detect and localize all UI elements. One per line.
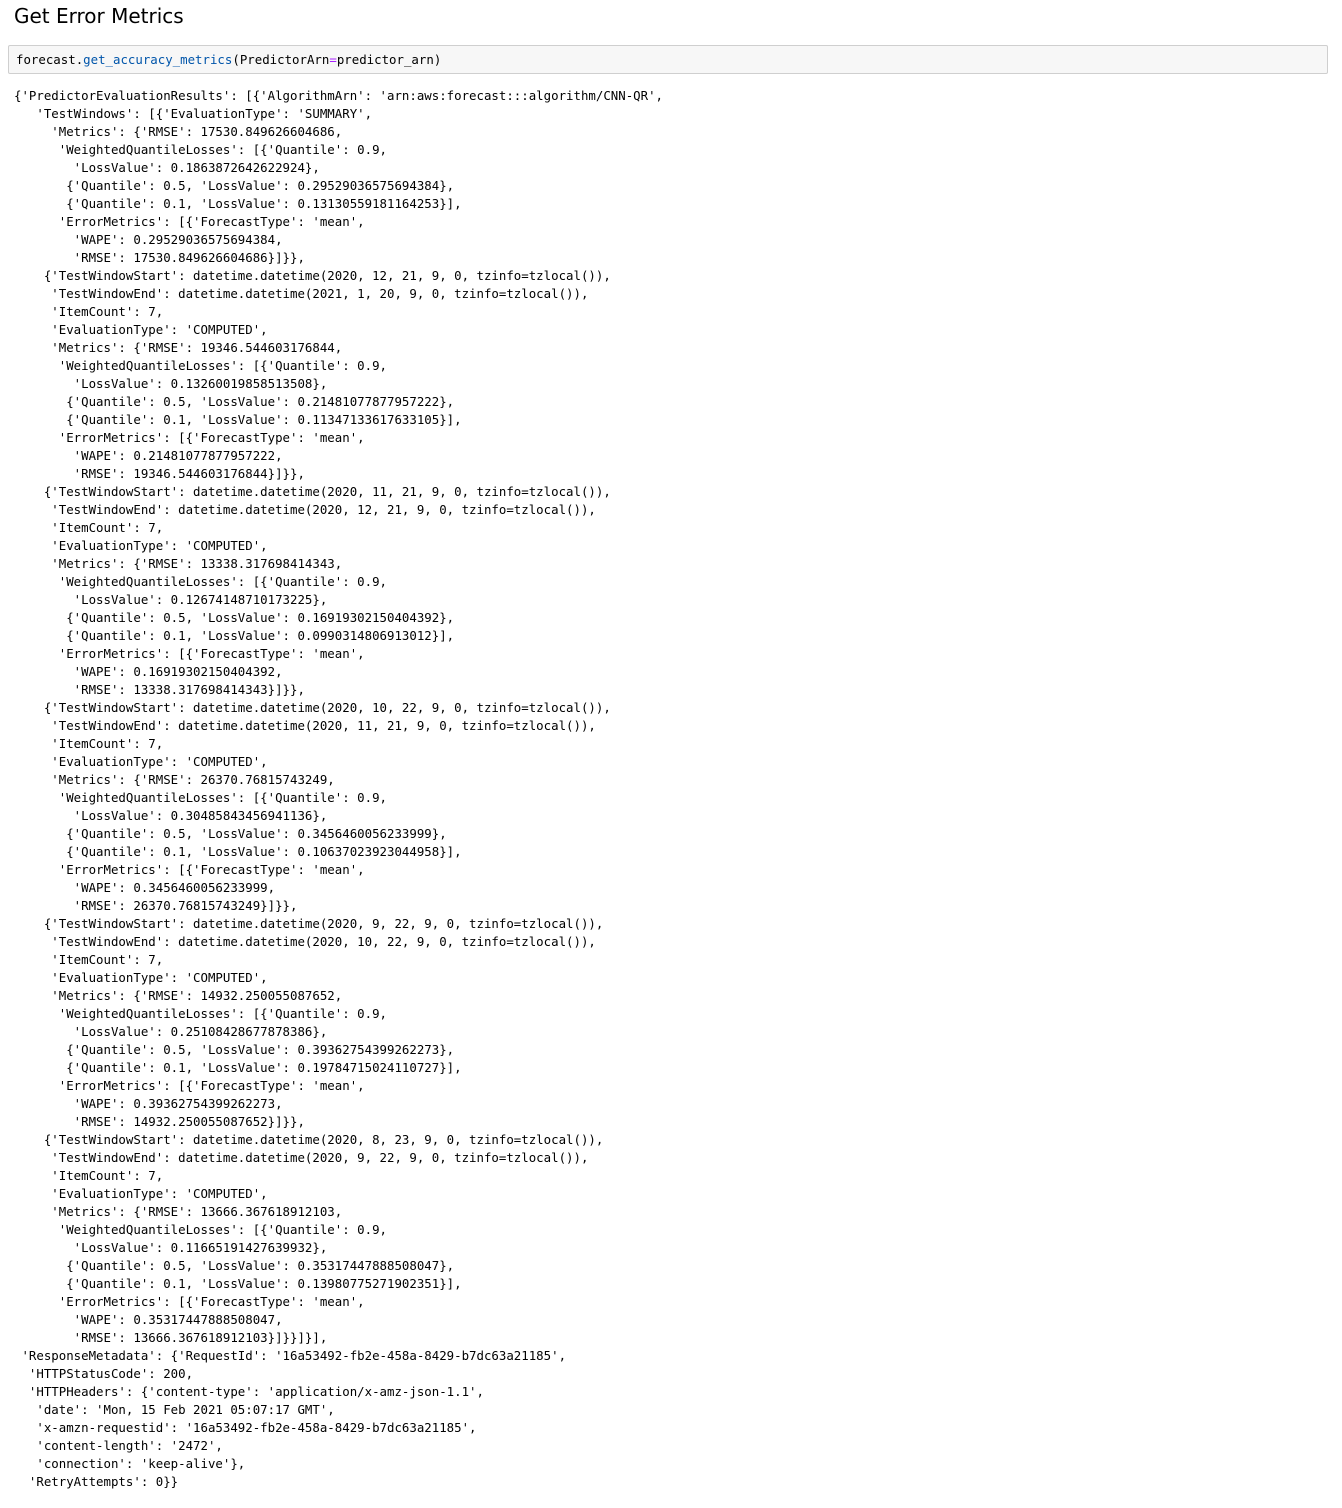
output-line: 'ItemCount': 7, (14, 520, 164, 535)
output-line: 'ItemCount': 7, (14, 304, 164, 319)
output-line: 'Metrics': {'RMSE': 26370.76815743249, (14, 772, 335, 787)
output-line: 'TestWindows': [{'EvaluationType': 'SUMMARY', (14, 106, 373, 121)
output-line: 'ErrorMetrics': [{'ForecastType': 'mean', (14, 1078, 365, 1093)
output-line: {'Quantile': 0.5, 'LossValue': 0.21481077877957222}, (14, 394, 455, 409)
output-line: 'ErrorMetrics': [{'ForecastType': 'mean', (14, 862, 365, 877)
output-line: 'ResponseMetadata': {'RequestId': '16a53492-fb2e-458a-8429-b7dc63a21185', (14, 1348, 567, 1363)
output-line: 'WAPE': 0.3456460056233999, (14, 880, 276, 895)
output-line: 'WAPE': 0.35317447888508047, (14, 1312, 283, 1327)
output-line: {'TestWindowStart': datetime.datetime(2020, 9, 22, 9, 0, tzinfo=tzlocal()), (14, 916, 604, 931)
output-line: 'ItemCount': 7, (14, 736, 164, 751)
output-line: {'Quantile': 0.1, 'LossValue': 0.10637023923044958}], (14, 844, 462, 859)
output-line: 'connection': 'keep-alive'}, (14, 1456, 246, 1471)
output-line: 'EvaluationType': 'COMPUTED', (14, 754, 268, 769)
output-line: 'LossValue': 0.12674148710173225}, (14, 592, 328, 607)
output-line: 'ErrorMetrics': [{'ForecastType': 'mean', (14, 1294, 365, 1309)
output-line: 'ErrorMetrics': [{'ForecastType': 'mean', (14, 646, 365, 661)
output-line: {'Quantile': 0.1, 'LossValue': 0.19784715024110727}], (14, 1060, 462, 1075)
output-line: {'Quantile': 0.5, 'LossValue': 0.16919302150404392}, (14, 610, 455, 625)
output-line: {'Quantile': 0.1, 'LossValue': 0.11347133617633105}], (14, 412, 462, 427)
output-line: 'TestWindowEnd': datetime.datetime(2020, 12, 21, 9, 0, tzinfo=tzlocal()), (14, 502, 596, 517)
output-line: 'LossValue': 0.11665191427639932}, (14, 1240, 328, 1255)
output-line: {'Quantile': 0.1, 'LossValue': 0.0990314806913012}], (14, 628, 455, 643)
output-line: 'HTTPStatusCode': 200, (14, 1366, 194, 1381)
output-line: 'RMSE': 14932.250055087652}]}}, (14, 1114, 305, 1129)
output-line: {'Quantile': 0.1, 'LossValue': 0.13980775271902351}], (14, 1276, 462, 1291)
code-method: get_accuracy_metrics (83, 52, 233, 67)
output-line: 'EvaluationType': 'COMPUTED', (14, 322, 268, 337)
output-line: 'RetryAttempts': 0}} (14, 1474, 179, 1489)
output-line: 'ItemCount': 7, (14, 1168, 164, 1183)
code-object: forecast (16, 52, 76, 67)
output-line: 'LossValue': 0.13260019858513508}, (14, 376, 328, 391)
output-line: 'x-amzn-requestid': '16a53492-fb2e-458a-8429-b7dc63a21185', (14, 1420, 477, 1435)
output-line: {'Quantile': 0.5, 'LossValue': 0.35317447888508047}, (14, 1258, 455, 1273)
output-line: 'Metrics': {'RMSE': 13338.317698414343, (14, 556, 343, 571)
output-line: 'RMSE': 13338.317698414343}]}}, (14, 682, 305, 697)
output-line: {'TestWindowStart': datetime.datetime(2020, 10, 22, 9, 0, tzinfo=tzlocal()), (14, 700, 611, 715)
section-heading: Get Error Metrics (14, 4, 184, 28)
output-line: 'ErrorMetrics': [{'ForecastType': 'mean', (14, 430, 365, 445)
output-line: {'Quantile': 0.5, 'LossValue': 0.3456460056233999}, (14, 826, 447, 841)
output-line: {'PredictorEvaluationResults': [{'AlgorithmArn': 'arn:aws:forecast:::algorithm/CNN-QR', (14, 88, 664, 103)
output-line: {'TestWindowStart': datetime.datetime(2020, 12, 21, 9, 0, tzinfo=tzlocal()), (14, 268, 611, 283)
output-line: 'HTTPHeaders': {'content-type': 'application/x-amz-json-1.1', (14, 1384, 484, 1399)
output-line: 'Metrics': {'RMSE': 14932.250055087652, (14, 988, 343, 1003)
output-line: {'Quantile': 0.5, 'LossValue': 0.29529036575694384}, (14, 178, 455, 193)
code-arg: predictor_arn (336, 52, 434, 67)
output-line: 'WeightedQuantileLosses': [{'Quantile': 0.9, (14, 1222, 387, 1237)
output-line: 'WAPE': 0.21481077877957222, (14, 448, 283, 463)
output-line: 'LossValue': 0.30485843456941136}, (14, 808, 328, 823)
output-line: {'Quantile': 0.5, 'LossValue': 0.39362754399262273}, (14, 1042, 455, 1057)
code-open-paren: ( (232, 52, 240, 67)
output-line: 'Metrics': {'RMSE': 17530.849626604686, (14, 124, 343, 139)
output-line: 'WeightedQuantileLosses': [{'Quantile': 0.9, (14, 790, 387, 805)
output-line: 'date': 'Mon, 15 Feb 2021 05:07:17 GMT', (14, 1402, 335, 1417)
output-line: 'RMSE': 19346.544603176844}]}}, (14, 466, 305, 481)
output-line: 'WAPE': 0.39362754399262273, (14, 1096, 283, 1111)
output-line: 'content-length': '2472', (14, 1438, 223, 1453)
output-line: 'WAPE': 0.16919302150404392, (14, 664, 283, 679)
output-line: 'Metrics': {'RMSE': 19346.544603176844, (14, 340, 343, 355)
code-dot: . (75, 52, 84, 67)
output-line: 'RMSE': 17530.849626604686}]}}, (14, 250, 305, 265)
output-line: 'RMSE': 13666.367618912103}]}}]}], (14, 1330, 328, 1345)
output-line: 'TestWindowEnd': datetime.datetime(2020, 9, 22, 9, 0, tzinfo=tzlocal()), (14, 1150, 589, 1165)
output-line: 'WeightedQuantileLosses': [{'Quantile': 0.9, (14, 574, 387, 589)
output-line: {'Quantile': 0.1, 'LossValue': 0.13130559181164253}], (14, 196, 462, 211)
output-line: 'TestWindowEnd': datetime.datetime(2021, 1, 20, 9, 0, tzinfo=tzlocal()), (14, 286, 589, 301)
output-line: 'WAPE': 0.29529036575694384, (14, 232, 283, 247)
output-line: {'TestWindowStart': datetime.datetime(2020, 11, 21, 9, 0, tzinfo=tzlocal()), (14, 484, 611, 499)
output-line: 'LossValue': 0.1863872642622924}, (14, 160, 320, 175)
output-line: 'WeightedQuantileLosses': [{'Quantile': 0.9, (14, 358, 387, 373)
output-line: 'ErrorMetrics': [{'ForecastType': 'mean', (14, 214, 365, 229)
output-line: 'ItemCount': 7, (14, 952, 164, 967)
code-line[interactable] (16, 52, 441, 68)
output-line: 'EvaluationType': 'COMPUTED', (14, 970, 268, 985)
output-line: 'WeightedQuantileLosses': [{'Quantile': 0.9, (14, 1006, 387, 1021)
code-equals: = (329, 52, 337, 67)
output-line: 'TestWindowEnd': datetime.datetime(2020, 10, 22, 9, 0, tzinfo=tzlocal()), (14, 934, 596, 949)
output-line: {'TestWindowStart': datetime.datetime(2020, 8, 23, 9, 0, tzinfo=tzlocal()), (14, 1132, 604, 1147)
output-line: 'EvaluationType': 'COMPUTED', (14, 1186, 268, 1201)
code-input-cell[interactable] (8, 45, 1328, 74)
output-line: 'LossValue': 0.25108428677878386}, (14, 1024, 328, 1039)
code-param: PredictorArn (239, 52, 330, 67)
cell-output (14, 87, 1334, 1491)
output-line: 'RMSE': 26370.76815743249}]}}, (14, 898, 298, 913)
output-line: 'EvaluationType': 'COMPUTED', (14, 538, 268, 553)
output-line: 'WeightedQuantileLosses': [{'Quantile': 0.9, (14, 142, 387, 157)
code-close-paren: ) (433, 52, 442, 67)
output-line: 'Metrics': {'RMSE': 13666.367618912103, (14, 1204, 343, 1219)
output-line: 'TestWindowEnd': datetime.datetime(2020, 11, 21, 9, 0, tzinfo=tzlocal()), (14, 718, 596, 733)
